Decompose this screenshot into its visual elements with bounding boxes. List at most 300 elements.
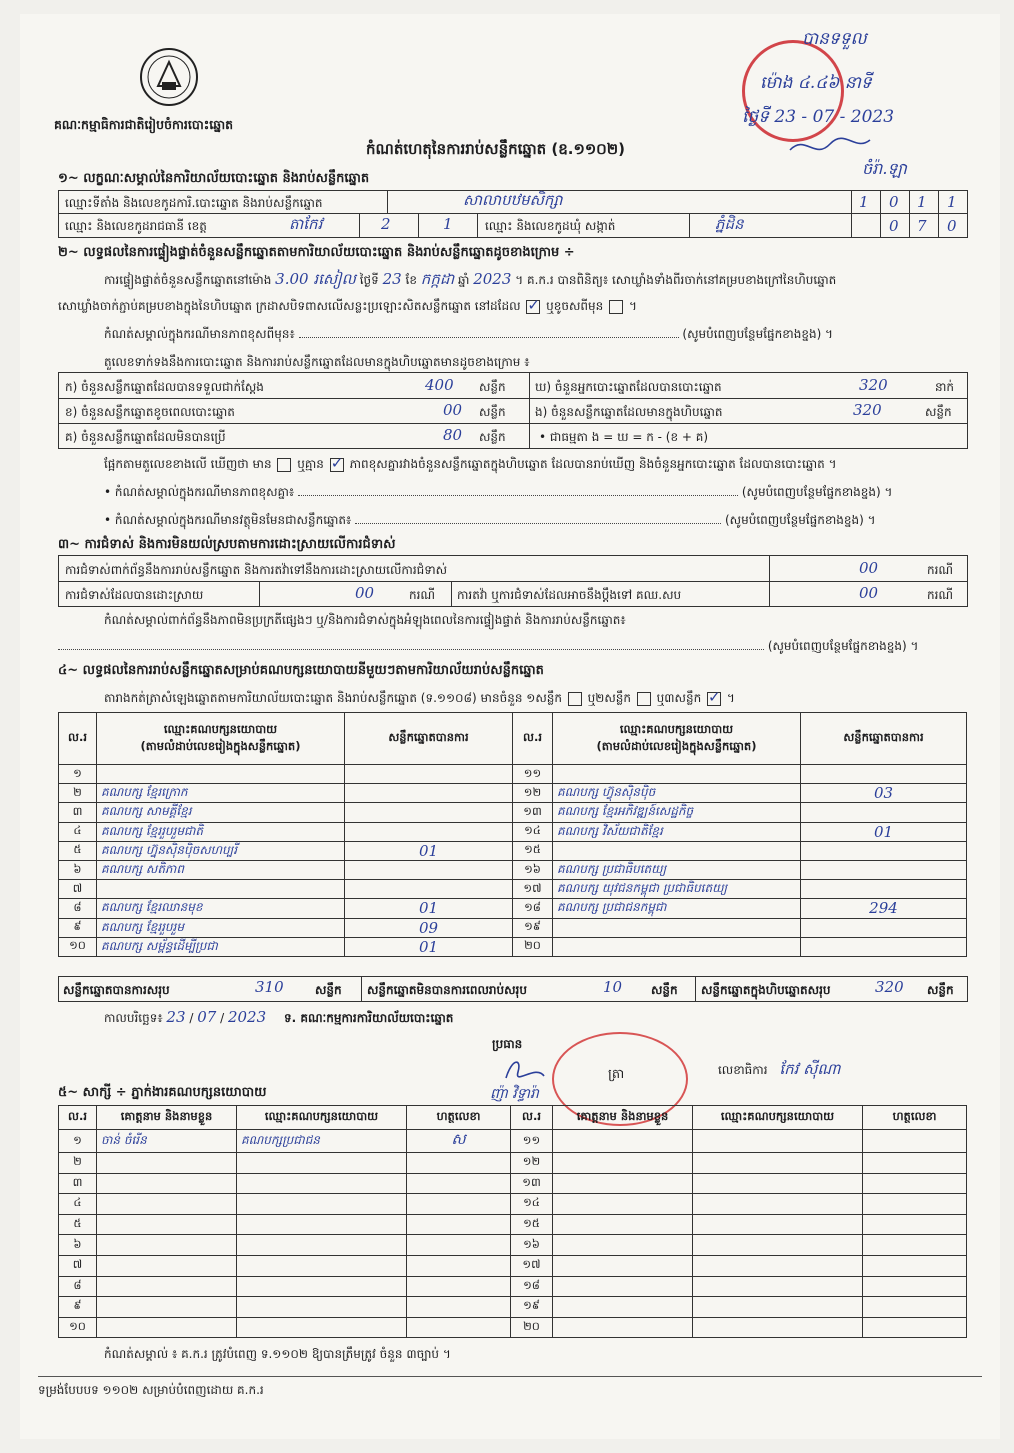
witness-signature bbox=[407, 1173, 511, 1194]
row-no: ២ bbox=[59, 1153, 97, 1174]
table-row bbox=[59, 1317, 967, 1338]
total-valid-unit: សន្លឹក bbox=[315, 983, 342, 997]
party-name: គណបក្ស សាមគ្គីខ្មែរ bbox=[97, 803, 345, 822]
witness-name bbox=[97, 1297, 237, 1318]
witness-signature bbox=[863, 1235, 967, 1256]
month-label: ខែ bbox=[405, 273, 417, 287]
check-text-2: ។ គ.ក.រ បានពិនិត្យ៖ សោឃ្លាំងទាំងពីរចាក់នៅគម្របខាងក្រៅនៃហិបឆ្នោត bbox=[515, 273, 837, 287]
row-no: ១៧ bbox=[513, 880, 553, 899]
totals-row bbox=[58, 976, 968, 1002]
objections-label: ការជំទាស់ពាក់ព័ន្ធនឹងការរាប់សន្លឹកឆ្នោត និងការតវ៉ាទៅនឹងការដោះស្រាយលើការជំទាស់ bbox=[65, 563, 448, 577]
case-unit-3: ករណី bbox=[927, 588, 954, 602]
row-no: ១៩ bbox=[513, 918, 553, 937]
w-col-party-left: ឈ្មោះគណបក្សនយោបាយ bbox=[237, 1106, 407, 1130]
row-no: ១២ bbox=[511, 1153, 553, 1174]
secretary-label: លេខាធិការ bbox=[718, 1063, 768, 1077]
form-footer: ទម្រង់បែបបទ ១១០២ សម្រាប់បំពេញដោយ គ.ក.រ bbox=[38, 1383, 264, 1397]
party-name: គណបក្ស ប្រជាជនកម្ពុជា bbox=[553, 899, 801, 918]
voters-value: 320 bbox=[859, 376, 888, 394]
party-name bbox=[553, 765, 801, 784]
date-year: 2023 bbox=[227, 1008, 267, 1026]
unit-kha: សន្លឹក bbox=[479, 405, 506, 419]
witness-name bbox=[97, 1173, 237, 1194]
witness-party bbox=[693, 1297, 863, 1318]
box-ballots-value: 320 bbox=[853, 401, 882, 419]
w-col-sign-right: ហត្ថលេខា bbox=[863, 1106, 967, 1130]
witness-party: គណបក្សប្រជាជន bbox=[237, 1130, 407, 1153]
appeal-label: ការតវ៉ា ឬការជំទាស់ដែលអាចនឹងប្តឹងទៅ គឈ.សប bbox=[457, 588, 682, 602]
table-row bbox=[59, 918, 967, 937]
province-name: តាកែវ bbox=[289, 215, 323, 233]
w-col-name-right: គោត្តនាម និងនាមខ្លួន bbox=[553, 1106, 693, 1130]
resolved-label: ការជំទាស់ដែលបានដោះស្រាយ bbox=[65, 588, 204, 602]
witness-party bbox=[237, 1255, 407, 1276]
party-name: គណបក្ស សតិភាព bbox=[97, 860, 345, 879]
table-row bbox=[59, 1214, 967, 1235]
witness-signature: ស bbox=[407, 1130, 511, 1153]
party-name bbox=[97, 765, 345, 784]
row-no: ១១ bbox=[513, 765, 553, 784]
note2-line bbox=[104, 484, 984, 502]
row-no: ១ bbox=[59, 1130, 97, 1153]
col-party-left bbox=[97, 713, 345, 765]
table-row bbox=[59, 1173, 967, 1194]
fill-more-1: (សូមបំពេញបន្ថែមផ្នែកខាងខ្នង) ។ bbox=[682, 327, 833, 341]
party-name: គណបក្ស ខ្មែរក្រោក bbox=[97, 784, 345, 803]
w-col-no-left: ល.រ bbox=[59, 1106, 97, 1130]
party-votes: 01 bbox=[345, 841, 513, 860]
witness-party bbox=[693, 1235, 863, 1256]
total-invalid-unit: សន្លឹក bbox=[651, 983, 678, 997]
row-no: ២ bbox=[59, 784, 97, 803]
row-no: ៧ bbox=[59, 1255, 97, 1276]
party-votes bbox=[801, 880, 967, 899]
witness-name bbox=[553, 1255, 693, 1276]
received-ballots-value: 400 bbox=[425, 376, 454, 394]
party-votes: 01 bbox=[801, 822, 967, 841]
witness-name: ចាន់ ចំរើន bbox=[97, 1130, 237, 1153]
col-no-left: ល.រ bbox=[59, 713, 97, 765]
form-title: កំណត់ហេតុនៃការរាប់សន្លឹកឆ្នោត (ឧ.១១០២) bbox=[366, 140, 626, 158]
row-no: ២០ bbox=[513, 937, 553, 956]
party-votes: 09 bbox=[345, 918, 513, 937]
witness-party bbox=[693, 1194, 863, 1215]
note3-line bbox=[104, 512, 984, 530]
unit-ka: សន្លឹក bbox=[479, 380, 506, 394]
col-no-right: ល.រ bbox=[513, 713, 553, 765]
province-code-1: 2 bbox=[381, 215, 391, 233]
row-no: ១៤ bbox=[513, 822, 553, 841]
date-day: 23 bbox=[166, 1008, 186, 1026]
witness-party bbox=[237, 1214, 407, 1235]
party-votes bbox=[345, 803, 513, 822]
difference-line bbox=[104, 456, 837, 474]
row-no: ១៤ bbox=[511, 1194, 553, 1215]
witness-name bbox=[97, 1276, 237, 1297]
party-name: គណបក្ស យុវជនកម្ពុជា ប្រជាធិបតេយ្យ bbox=[553, 880, 801, 899]
witness-name bbox=[553, 1276, 693, 1297]
witness-name bbox=[97, 1214, 237, 1235]
table-row bbox=[59, 784, 967, 803]
row-no: ៧ bbox=[59, 880, 97, 899]
witness-party bbox=[237, 1153, 407, 1174]
station-code-2: 0 bbox=[889, 193, 899, 211]
col-votes-right: សន្លឹកឆ្នោតបានការ bbox=[801, 713, 967, 765]
witness-party bbox=[237, 1276, 407, 1297]
table-row bbox=[59, 899, 967, 918]
witness-name bbox=[553, 1214, 693, 1235]
unit-kho: នាក់ bbox=[935, 380, 955, 394]
party-name bbox=[553, 918, 801, 937]
witness-name bbox=[97, 1153, 237, 1174]
total-valid-value: 310 bbox=[255, 978, 284, 996]
box-ballots-label: ង) ចំនួនសន្លឹកឆ្នោតដែលមានក្នុងហិបឆ្នោត bbox=[535, 405, 723, 419]
fill-more-2: (សូមបំពេញបន្ថែមផ្នែកខាងខ្នង) ។ bbox=[741, 485, 893, 499]
col-party-right-2: (តាមលំដាប់លេខរៀងក្នុងសន្លឹកឆ្នោត) bbox=[596, 738, 757, 753]
results-table bbox=[58, 712, 967, 957]
witness-name bbox=[97, 1235, 237, 1256]
two-sheets-checkbox bbox=[637, 692, 651, 706]
table-row bbox=[59, 860, 967, 879]
witness-signature bbox=[863, 1194, 967, 1215]
party-votes bbox=[801, 860, 967, 879]
row-no: ៨ bbox=[59, 899, 97, 918]
row-no: ៤ bbox=[59, 1194, 97, 1215]
table-row bbox=[59, 1297, 967, 1318]
one-sheet-checkbox bbox=[568, 692, 582, 706]
row-no: ៩ bbox=[59, 1297, 97, 1318]
w-col-name-left: គោត្តនាម និងនាមខ្លួន bbox=[97, 1106, 237, 1130]
row-no: ១៧ bbox=[511, 1255, 553, 1276]
row-no: ១៥ bbox=[513, 841, 553, 860]
stamp-signer: ចំរ៉ា.ឡា bbox=[862, 159, 907, 178]
witness-name bbox=[97, 1255, 237, 1276]
row-no: ២០ bbox=[511, 1317, 553, 1338]
note3-label: • កំណត់សម្គាល់ក្នុងករណីមានវត្ថុមិនមែនជាសន្លឹកឆ្នោត៖ bbox=[104, 513, 352, 527]
spoiled-ballots-label: ខ) ចំនួនសន្លឹកឆ្នោតខូចពេលបោះឆ្នោត bbox=[65, 405, 235, 419]
witness-name bbox=[553, 1194, 693, 1215]
party-name bbox=[553, 937, 801, 956]
party-name bbox=[97, 880, 345, 899]
voters-label: ឃ) ចំនួនអ្នកបោះឆ្នោតដែលបានបោះឆ្នោត bbox=[535, 380, 722, 394]
irregularities-note: កំណត់សម្គាល់ពាក់ព័ន្ធនឹងភាពមិនប្រក្រតីផ្សេងៗ ឬ/និងការជំទាស់ក្នុងអំឡុងពេលនៃការផ្ទៀងផ្ទាត់ និងការរាប់សន្លឹកឆ្នោត៖ bbox=[104, 613, 626, 627]
row-no: ១៣ bbox=[511, 1173, 553, 1194]
col-votes-left: សន្លឹកឆ្នោតបានការ bbox=[345, 713, 513, 765]
row-no: ៦ bbox=[59, 860, 97, 879]
row-no: ១០ bbox=[59, 937, 97, 956]
witness-signature bbox=[863, 1173, 967, 1194]
damaged-text: ឬខូចសពីមុន bbox=[546, 299, 604, 313]
formula: • ជាធម្មតា ង = ឃ = ក - (ខ + គ) bbox=[539, 430, 709, 444]
witness-name bbox=[553, 1173, 693, 1194]
total-box-value: 320 bbox=[875, 978, 904, 996]
witness-party bbox=[237, 1194, 407, 1215]
objections-value: 00 bbox=[859, 559, 879, 577]
party-votes bbox=[801, 841, 967, 860]
table-row bbox=[59, 822, 967, 841]
col-party-right-1: ឈ្មោះគណបក្សនយោបាយ bbox=[619, 721, 734, 736]
witness-signature bbox=[863, 1297, 967, 1318]
row-no: ១៥ bbox=[511, 1214, 553, 1235]
date-label: កាលបរិច្ឆេទ៖ bbox=[104, 1011, 163, 1025]
witness-name bbox=[553, 1153, 693, 1174]
unit-ko: សន្លឹក bbox=[479, 430, 506, 444]
witness-party bbox=[237, 1317, 407, 1338]
table-row bbox=[59, 1276, 967, 1297]
station-code-4: 1 bbox=[947, 193, 957, 211]
tally-intro: តារាងកត់ត្រាសំឡេងឆ្នោតតាមការិយាល័យបោះឆ្នោត និងរាប់សន្លឹកឆ្នោត (ទ.១១០៨) មានចំនួន ១សន្លឹក bbox=[104, 691, 562, 705]
w-col-sign-left: ហត្ថលេខា bbox=[407, 1106, 511, 1130]
footnote: កំណត់សម្គាល់ ៖ គ.ក.រ ត្រូវបំពេញ ទ.១១០២ ឱ្យបានត្រឹមត្រូវ ចំនួន ៣ច្បាប់ ។ bbox=[104, 1347, 451, 1361]
has-difference-checkbox bbox=[277, 458, 291, 472]
check-month: កក្កដា bbox=[420, 270, 455, 288]
chair-signature-icon bbox=[500, 1054, 550, 1084]
row-no: ៣ bbox=[59, 803, 97, 822]
witness-party bbox=[693, 1317, 863, 1338]
party-name: គណបក្ស ហ្វ៊ុនស៊ិនប៉ិចសហប្បរី bbox=[97, 841, 345, 860]
party-votes bbox=[345, 784, 513, 803]
witness-party bbox=[693, 1173, 863, 1194]
witness-party bbox=[693, 1153, 863, 1174]
date-line: កាលបរិច្ឆេទ៖ 23 / 07 / 2023 ទ. គណៈកម្មការការិយាល័យបោះឆ្នោត bbox=[104, 1008, 454, 1026]
difference-text-a: ផ្អែកតាមតួលេខខាងលើ ឃើញថា មាន bbox=[104, 457, 272, 471]
commune-code-3: 0 bbox=[947, 217, 957, 235]
witness-party bbox=[237, 1173, 407, 1194]
witness-signature bbox=[407, 1276, 511, 1297]
table-row bbox=[59, 880, 967, 899]
party-votes bbox=[345, 822, 513, 841]
witness-party bbox=[693, 1130, 863, 1153]
check-year: 2023 bbox=[473, 270, 512, 288]
section3-title: ៣~ ការជំទាស់ និងការមិនយល់ស្របតាមការដោះស្រាយលើការជំទាស់ bbox=[58, 537, 396, 552]
witness-signature bbox=[407, 1194, 511, 1215]
fill-more-3: (សូមបំពេញបន្ថែមផ្នែកខាងខ្នង) ។ bbox=[724, 513, 876, 527]
party-votes bbox=[345, 765, 513, 784]
row-no: ១៣ bbox=[513, 803, 553, 822]
form-page bbox=[20, 14, 1000, 1439]
note1-line bbox=[104, 326, 964, 344]
stamp-time: ម៉ោង ៤.៤៦ នាទី bbox=[760, 73, 872, 93]
party-name: គណបក្ស ប្រជាធិបតេយ្យ bbox=[553, 860, 801, 879]
table-row bbox=[59, 1255, 967, 1276]
chair-label: ប្រធាន bbox=[492, 1037, 523, 1051]
witness-party bbox=[237, 1235, 407, 1256]
three-sheets-checkbox bbox=[707, 692, 721, 706]
party-votes: 03 bbox=[801, 784, 967, 803]
row-no: ១២ bbox=[513, 784, 553, 803]
total-invalid-value: 10 bbox=[603, 978, 623, 996]
check-time-line bbox=[104, 270, 1004, 292]
case-unit-1: ករណី bbox=[927, 563, 954, 577]
table-row bbox=[59, 765, 967, 784]
row-no: ១៨ bbox=[511, 1276, 553, 1297]
witness-party bbox=[693, 1255, 863, 1276]
section4-title: ៤~ លទ្ធផលនៃការរាប់សន្លឹកឆ្នោតសម្រាប់គណបក្សនយោបាយនីមួយៗតាមការិយាល័យរាប់សន្លឹកឆ្នោត bbox=[58, 663, 544, 678]
witness-signature bbox=[863, 1153, 967, 1174]
check-day: 23 bbox=[382, 270, 402, 288]
row-no: ៣ bbox=[59, 1173, 97, 1194]
table-row bbox=[59, 841, 967, 860]
check-time-text: ការផ្ទៀងផ្ទាត់ចំនួនសន្លឹកឆ្នោតនៅម៉ោង bbox=[104, 273, 272, 287]
stamp-signature-icon bbox=[785, 132, 875, 162]
note2-label: • កំណត់សម្គាល់ក្នុងករណីមានភាពខុសគ្នា៖ bbox=[104, 485, 295, 499]
polling-station-name: សាលាបឋមសិក្សា bbox=[463, 191, 563, 209]
check-time: 3.00 រសៀល bbox=[275, 270, 356, 288]
witness-signature bbox=[863, 1130, 967, 1153]
w-col-party-right: ឈ្មោះគណបក្សនយោបាយ bbox=[693, 1106, 863, 1130]
party-votes bbox=[801, 937, 967, 956]
row-no: ៥ bbox=[59, 1214, 97, 1235]
section1-table bbox=[58, 190, 968, 238]
difference-text-b: ឬគ្មាន bbox=[297, 457, 324, 471]
party-name: គណបក្ស ខ្មែរឈានមុខ bbox=[97, 899, 345, 918]
row-no: ១៩ bbox=[511, 1297, 553, 1318]
chair-name: ញ៉ា វិទ្ធារ៉ា bbox=[490, 1086, 539, 1102]
witness-signature bbox=[863, 1276, 967, 1297]
party-votes bbox=[345, 880, 513, 899]
witness-name bbox=[97, 1194, 237, 1215]
witness-signature bbox=[407, 1214, 511, 1235]
party-name: គណបក្ស ខ្មែរអភិវឌ្ឍន៍សេដ្ឋកិច្ច bbox=[553, 803, 801, 822]
total-valid-label: សន្លឹកឆ្នោតបានការសរុប bbox=[63, 983, 170, 997]
witness-party bbox=[693, 1276, 863, 1297]
figures-intro: តួលេខទាក់ទងនឹងការបោះឆ្នោត និងការរាប់សន្លឹកឆ្នោតដែលមានក្នុងហិបឆ្នោតមានដូចខាងក្រោម ៖ bbox=[104, 355, 530, 369]
witness-name bbox=[553, 1130, 693, 1153]
secretary-name: កែវ ស៊ីណា bbox=[779, 1060, 841, 1078]
col-party-left-2: (តាមលំដាប់លេខរៀងក្នុងសន្លឹកឆ្នោត) bbox=[140, 738, 301, 753]
total-invalid-label: សន្លឹកឆ្នោតមិនបានការពេលរាប់សរុប bbox=[367, 983, 527, 997]
table-row bbox=[59, 1235, 967, 1256]
lock-text: សោឃ្លាំងចាក់ភ្ជាប់គម្របខាងក្នុងនៃហិបឆ្នោត ក្រដាសបិទពាសលើសន្លះប្រឡោះសិតសន្លឹកឆ្នោត នៅដដែល bbox=[58, 299, 521, 313]
year-label: ឆ្នាំ bbox=[457, 273, 470, 287]
row-no: ១១ bbox=[511, 1130, 553, 1153]
commune-code-1: 0 bbox=[889, 217, 899, 235]
note1-label: កំណត់សម្គាល់ក្នុងករណីមានភាពខុសពីមុន៖ bbox=[104, 327, 295, 341]
received-ballots-label: ក) ចំនួនសន្លឹកឆ្នោតដែលបានទទួលជាក់ស្តែង bbox=[65, 380, 264, 394]
three-sheets-label: ឬ៣សន្លឹក bbox=[656, 691, 702, 705]
tally-sheets-line: តារាងកត់ត្រាសំឡេងឆ្នោតតាមការិយាល័យបោះឆ្នោត និងរាប់សន្លឹកឆ្នោត (ទ.១១០៨) មានចំនួន ១សន្លឹក ឬ២សន្លឹក ឬ៣សន្លឹក ✓ ។ bbox=[104, 690, 735, 708]
row-no: ១ bbox=[59, 765, 97, 784]
witness-signature bbox=[407, 1235, 511, 1256]
appeal-value: 00 bbox=[859, 584, 879, 602]
commune-code-2: 7 bbox=[917, 217, 927, 235]
fill-more-4: (សូមបំពេញបន្ថែមផ្នែកខាងខ្នង) ។ bbox=[767, 639, 919, 653]
witness-name bbox=[553, 1235, 693, 1256]
no-difference-checkbox bbox=[330, 458, 344, 472]
province-label: ឈ្មោះ និងលេខកូដរាជធានី ខេត្ត bbox=[65, 219, 207, 233]
witness-signature bbox=[407, 1297, 511, 1318]
stamp-received: បានទទួល bbox=[802, 29, 867, 49]
spoiled-ballots-value: 00 bbox=[443, 401, 463, 419]
witness-signature bbox=[407, 1317, 511, 1338]
row-no: ១០ bbox=[59, 1317, 97, 1338]
station-code-3: 1 bbox=[917, 193, 927, 211]
committee-name: គណៈកម្មាធិការជាតិរៀបចំការបោះឆ្នោត bbox=[54, 117, 234, 132]
figures-table bbox=[58, 372, 968, 449]
unit-ngo: សន្លឹក bbox=[925, 405, 952, 419]
date-month: 07 bbox=[197, 1008, 217, 1026]
table-row bbox=[59, 1194, 967, 1215]
station-code-1: 1 bbox=[859, 193, 869, 211]
row-no: ១៨ bbox=[513, 899, 553, 918]
province-code-2: 1 bbox=[443, 215, 453, 233]
objections-table bbox=[58, 555, 968, 607]
unchanged-checkbox bbox=[526, 300, 540, 314]
lock-line: សោឃ្លាំងចាក់ភ្ជាប់គម្របខាងក្នុងនៃហិបឆ្នោត ក្រដាសបិទពាសលើសន្លះប្រឡោះសិតសន្លឹកឆ្នោត នៅដដែល ✓ ឬខូចសពីមុន ។ bbox=[58, 298, 637, 316]
unused-ballots-value: 80 bbox=[443, 426, 463, 444]
party-votes bbox=[801, 918, 967, 937]
row-no: ១៦ bbox=[513, 860, 553, 879]
nec-logo-icon bbox=[138, 46, 200, 108]
party-name bbox=[553, 841, 801, 860]
section5-title: ៥~ សាក្សី ÷ ភ្នាក់ងារគណបក្សនយោបាយ bbox=[58, 1085, 267, 1100]
witness-signature bbox=[407, 1153, 511, 1174]
party-votes bbox=[801, 803, 967, 822]
section2-title: ២~ លទ្ធផលនៃការផ្ទៀងផ្ទាត់ចំនួនសន្លឹកឆ្នោតតាមការិយាល័យបោះឆ្នោត និងរាប់សន្លឹកឆ្នោតដូចខាងក្រោម ÷ bbox=[58, 245, 575, 260]
commune-name: ភ្នំដិន bbox=[715, 215, 744, 233]
row-no: ៤ bbox=[59, 822, 97, 841]
commune-label: ឈ្មោះ និងលេខកូដឃុំ សង្កាត់ bbox=[485, 219, 616, 233]
table-row bbox=[59, 1130, 967, 1153]
party-votes: 01 bbox=[345, 899, 513, 918]
resolved-value: 00 bbox=[355, 584, 375, 602]
party-votes: 01 bbox=[345, 937, 513, 956]
table-row bbox=[59, 937, 967, 956]
party-name: គណបក្ស វិស័យជាតិខ្មែរ bbox=[553, 822, 801, 841]
witness-name bbox=[97, 1317, 237, 1338]
difference-text-c: ភាពខុសគ្នារវាងចំនួនសន្លឹកឆ្នោតក្នុងហិបឆ្នោត ដែលបានរាប់ឃើញ និងចំនួនអ្នកបោះឆ្នោត ដែលបានបោះឆ្នោត ។ bbox=[349, 457, 837, 471]
col-party-right bbox=[553, 713, 801, 765]
day-label: ថ្ងៃទី bbox=[359, 273, 379, 287]
witness-signature bbox=[863, 1214, 967, 1235]
secretary-line bbox=[718, 1060, 841, 1082]
party-name: គណបក្ស សម្ព័ន្ធដើម្បីប្រជា bbox=[97, 937, 345, 956]
table-row bbox=[59, 1153, 967, 1174]
witness-party bbox=[237, 1297, 407, 1318]
party-votes bbox=[801, 765, 967, 784]
party-votes: 294 bbox=[801, 899, 967, 918]
witness-signature bbox=[863, 1317, 967, 1338]
total-box-label: សន្លឹកឆ្នោតក្នុងហិបឆ្នោតសរុប bbox=[701, 983, 831, 997]
two-sheets-label: ឬ២សន្លឹក bbox=[587, 691, 632, 705]
row-no: ៥ bbox=[59, 841, 97, 860]
row-no: ១៦ bbox=[511, 1235, 553, 1256]
table-row bbox=[59, 803, 967, 822]
damaged-checkbox bbox=[609, 300, 623, 314]
witness-name bbox=[553, 1317, 693, 1338]
case-unit-2: ករណី bbox=[409, 588, 436, 602]
witness-name bbox=[553, 1297, 693, 1318]
witness-signature bbox=[863, 1255, 967, 1276]
unused-ballots-label: គ) ចំនួនសន្លឹកឆ្នោតដែលមិនបានប្រើ bbox=[65, 430, 226, 444]
row-no: ៨ bbox=[59, 1276, 97, 1297]
total-box-unit: សន្លឹក bbox=[927, 983, 954, 997]
section1-title: ១~ លក្ខណៈសម្គាល់នៃការិយាល័យបោះឆ្នោត និងរាប់សន្លឹកឆ្នោត bbox=[58, 171, 370, 186]
party-name: គណបក្ស ខ្មែររួបរួម bbox=[97, 918, 345, 937]
party-name: គណបក្ស ខ្មែររួបរួមជាតិ bbox=[97, 822, 345, 841]
witness-party bbox=[693, 1214, 863, 1235]
witness-signature bbox=[407, 1255, 511, 1276]
witness-table bbox=[58, 1105, 967, 1338]
col-party-left-1: ឈ្មោះគណបក្សនយោបាយ bbox=[163, 721, 278, 736]
stamp-date: ថ្ងៃទី 23 - 07 - 2023 bbox=[742, 107, 895, 127]
seal-label: ត្រា bbox=[608, 1067, 625, 1082]
party-name: គណបក្ស ហ៊្វុនស៊ិនប៉ិច bbox=[553, 784, 801, 803]
committee-signature-title: ទ. គណៈកម្មការការិយាល័យបោះឆ្នោត bbox=[283, 1011, 454, 1025]
w-col-no-right: ល.រ bbox=[511, 1106, 553, 1130]
row-no: ៦ bbox=[59, 1235, 97, 1256]
row-no: ៩ bbox=[59, 918, 97, 937]
